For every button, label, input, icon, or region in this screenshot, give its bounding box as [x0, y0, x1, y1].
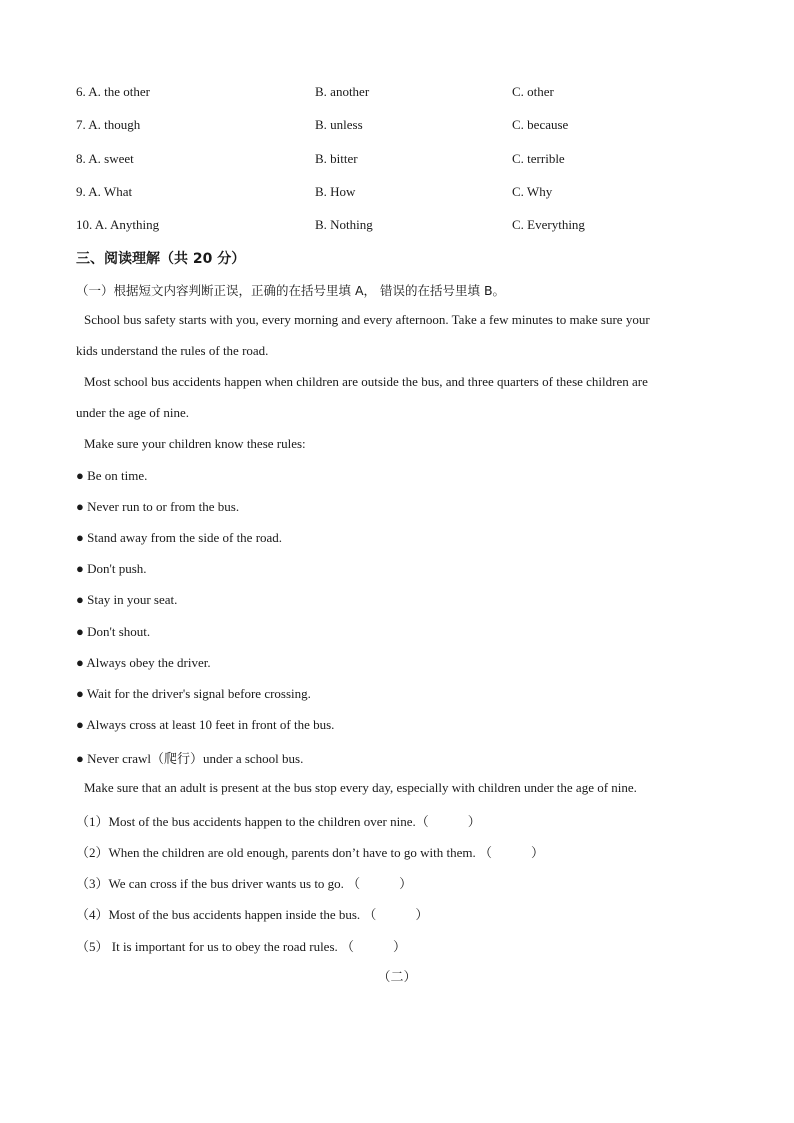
option-row-10 [76, 217, 736, 235]
option-a: 7. A. though [76, 117, 141, 132]
option-c: C. other [512, 84, 554, 99]
passage-paragraph: School bus safety starts with you, every morning and every afternoon. Take a few minutes to make sure your [84, 312, 650, 327]
option-c: C. because [512, 117, 569, 132]
question-3: （3）We can cross if the bus driver wants us to go. （ ） [76, 876, 413, 891]
option-b: B. Nothing [315, 217, 373, 232]
option-row-6 [76, 84, 736, 102]
option-b: B. How [315, 184, 356, 199]
option-row-9 [76, 184, 736, 202]
option-a: 10. A. Anything [76, 217, 160, 232]
rule-item: ● Always obey the driver. [76, 655, 211, 670]
question-2: （2）When the children are old enough, parents don’t have to go with them. （ ） [76, 845, 545, 860]
option-b: B. another [315, 84, 370, 99]
option-row-8 [76, 151, 736, 169]
instruction: （一）根据短文内容判断正误，正确的在括号里填 A， 错误的在括号里填 B。 [76, 283, 506, 298]
rule-item: ● Don't shout. [76, 624, 151, 639]
option-a: 6. A. the other [76, 84, 151, 99]
option-b: B. unless [315, 117, 363, 132]
passage-paragraph-continued: under the age of nine. [76, 405, 189, 420]
rule-item: ● Stand away from the side of the road. [76, 530, 283, 545]
rule-item: ● Never crawl（爬行）under a school bus. [76, 751, 304, 766]
rule-item: ● Stay in your seat. [76, 592, 178, 607]
option-c: C. Everything [512, 217, 585, 232]
question-4: （4）Most of the bus accidents happen inside the bus. （ ） [76, 907, 429, 922]
rule-item: ● Never run to or from the bus. [76, 499, 240, 514]
question-1: （1）Most of the bus accidents happen to the children over nine.（ ） [76, 814, 481, 829]
rule-item: ● Wait for the driver's signal before crossing. [76, 686, 311, 701]
option-c: C. terrible [512, 151, 565, 166]
next-section-heading: （二） [377, 970, 417, 985]
option-a: 8. A. sweet [76, 151, 134, 166]
rule-item: ● Always cross at least 10 feet in front of the bus. [76, 717, 335, 732]
option-a: 9. A. What [76, 184, 133, 199]
passage-paragraph: Make sure that an adult is present at the bus stop every day, especially with children under the age of nine. [84, 780, 637, 795]
passage-paragraph: Make sure your children know these rules: [84, 436, 306, 451]
rule-item: ● Don't push. [76, 561, 147, 576]
rule-item: ● Be on time. [76, 468, 148, 483]
question-5: （5） It is important for us to obey the road rules. （ ） [76, 939, 407, 954]
passage-paragraph-continued: kids understand the rules of the road. [76, 343, 269, 358]
option-row-7 [76, 117, 736, 135]
option-c: C. Why [512, 184, 553, 199]
passage-paragraph: Most school bus accidents happen when children are outside the bus, and three quarters of these children are [84, 374, 648, 389]
section-title: 三、阅读理解（共 20 分） [76, 251, 246, 267]
option-b: B. bitter [315, 151, 358, 166]
